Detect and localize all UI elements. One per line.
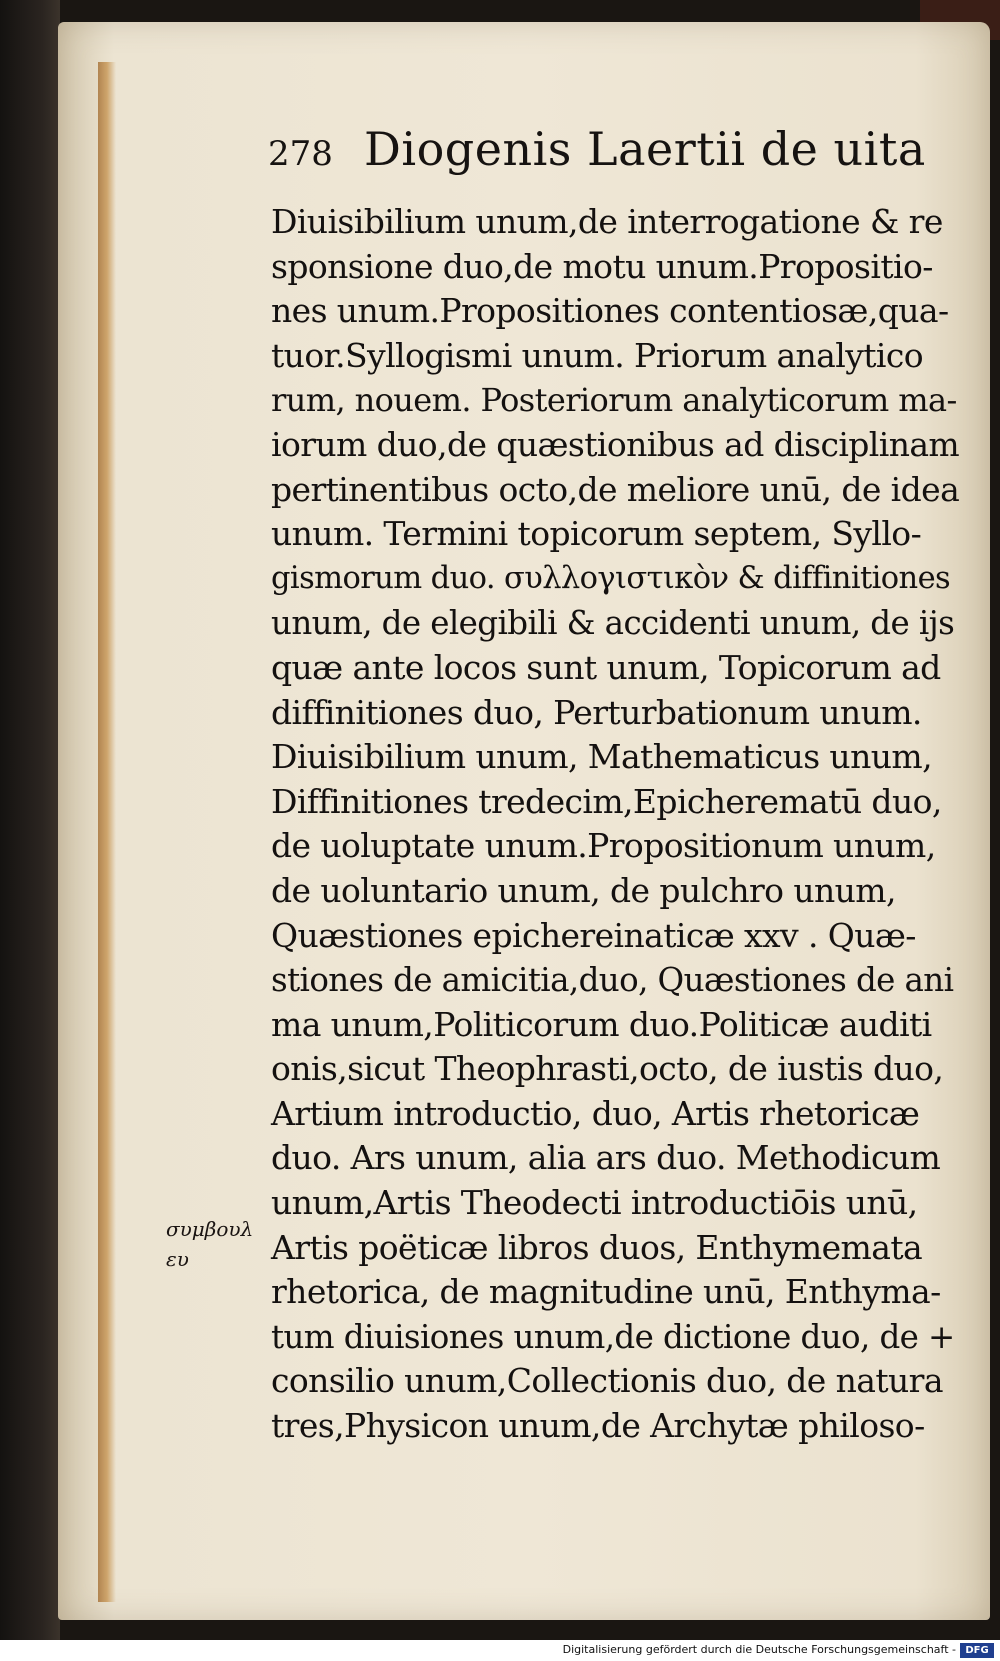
text-line: quæ ante locos sunt unum, Topicorum ad [271,647,941,687]
page-header-title: Diogenis Laertii de uita [364,122,926,176]
text-line: onis,sicut Theophrasti,octo, de iustis duo, [271,1049,944,1089]
text-line: Diuisibilium unum, Mathematicus unum, [271,737,932,777]
text-line: Diuisibilium unum,de interrogatione & re [271,202,943,241]
text-line: duo. Ars unum, alia ars duo. Methodicum [271,1138,941,1178]
text-line: Quæstiones epichereinaticæ xxv . Quæ- [271,915,916,955]
margin-note-line: ευ [166,1247,189,1271]
text-line: pertinentibus octo,de meliore unū, de idea [271,469,960,509]
text-line: Artium introductio, duo, Artis rhetoricæ [271,1093,920,1133]
page-number: 278 [268,134,333,174]
text-line: consilio unum,Collectionis duo, de natura [271,1361,943,1401]
text-line: Artis poëticæ libros duos, Enthymemata [271,1227,923,1267]
margin-note [166,1214,266,1274]
text-line: iorum duo,de quæstionibus ad disciplinam [271,424,960,464]
footer-bar [0,1640,1000,1661]
text-line: gismorum duo. συλλογιστικὸν & diffinitiones [271,560,951,596]
text-line: unum. Termini topicorum septem, Syllo- [271,514,922,554]
text-line: stiones de amicitia,duo, Quæstiones de ani [271,961,954,1000]
footer-credit: Digitalisierung gefördert durch die Deutsche Forschungsgemeinschaft - [562,1643,956,1656]
book-edge [0,0,60,1661]
text-line: diffinitiones duo, Perturbationum unum. [271,692,922,732]
running-head [268,122,968,192]
text-line: unum, de elegibili & accidenti unum, de ijs [271,604,955,643]
body-text [271,200,961,1449]
gutter-stain [98,62,116,1602]
margin-note-line: συμβουλ [166,1217,254,1241]
text-line: tuor.Syllogismi unum. Priorum analytico [271,335,924,375]
dfg-logo-icon: DFG [960,1643,994,1658]
text-line: unum,Artis Theodecti introductiōis unū, [271,1183,918,1223]
text-line: tres,Physicon unum,de Archytæ philoso- [271,1406,925,1446]
text-line: sponsione duo,de motu unum.Propositio- [271,246,933,286]
text-line: de uoluptate unum.Propositionum unum, [271,826,936,866]
text-line: ma unum,Politicorum duo.Politicæ auditi [271,1004,932,1044]
text-line: rhetorica, de magnitudine unū, Enthyma- [271,1272,941,1312]
text-line: nes unum.Propositiones contentiosæ,qua- [271,291,949,331]
book-page [58,22,990,1620]
text-line: tum diuisiones unum,de dictione duo, de + [271,1317,955,1356]
text-line: rum, nouem. Posteriorum analyticorum ma- [271,381,957,420]
text-line: de uoluntario unum, de pulchro unum, [271,870,896,910]
text-line: Diffinitiones tredecim,Epicherematū duo, [271,781,942,821]
